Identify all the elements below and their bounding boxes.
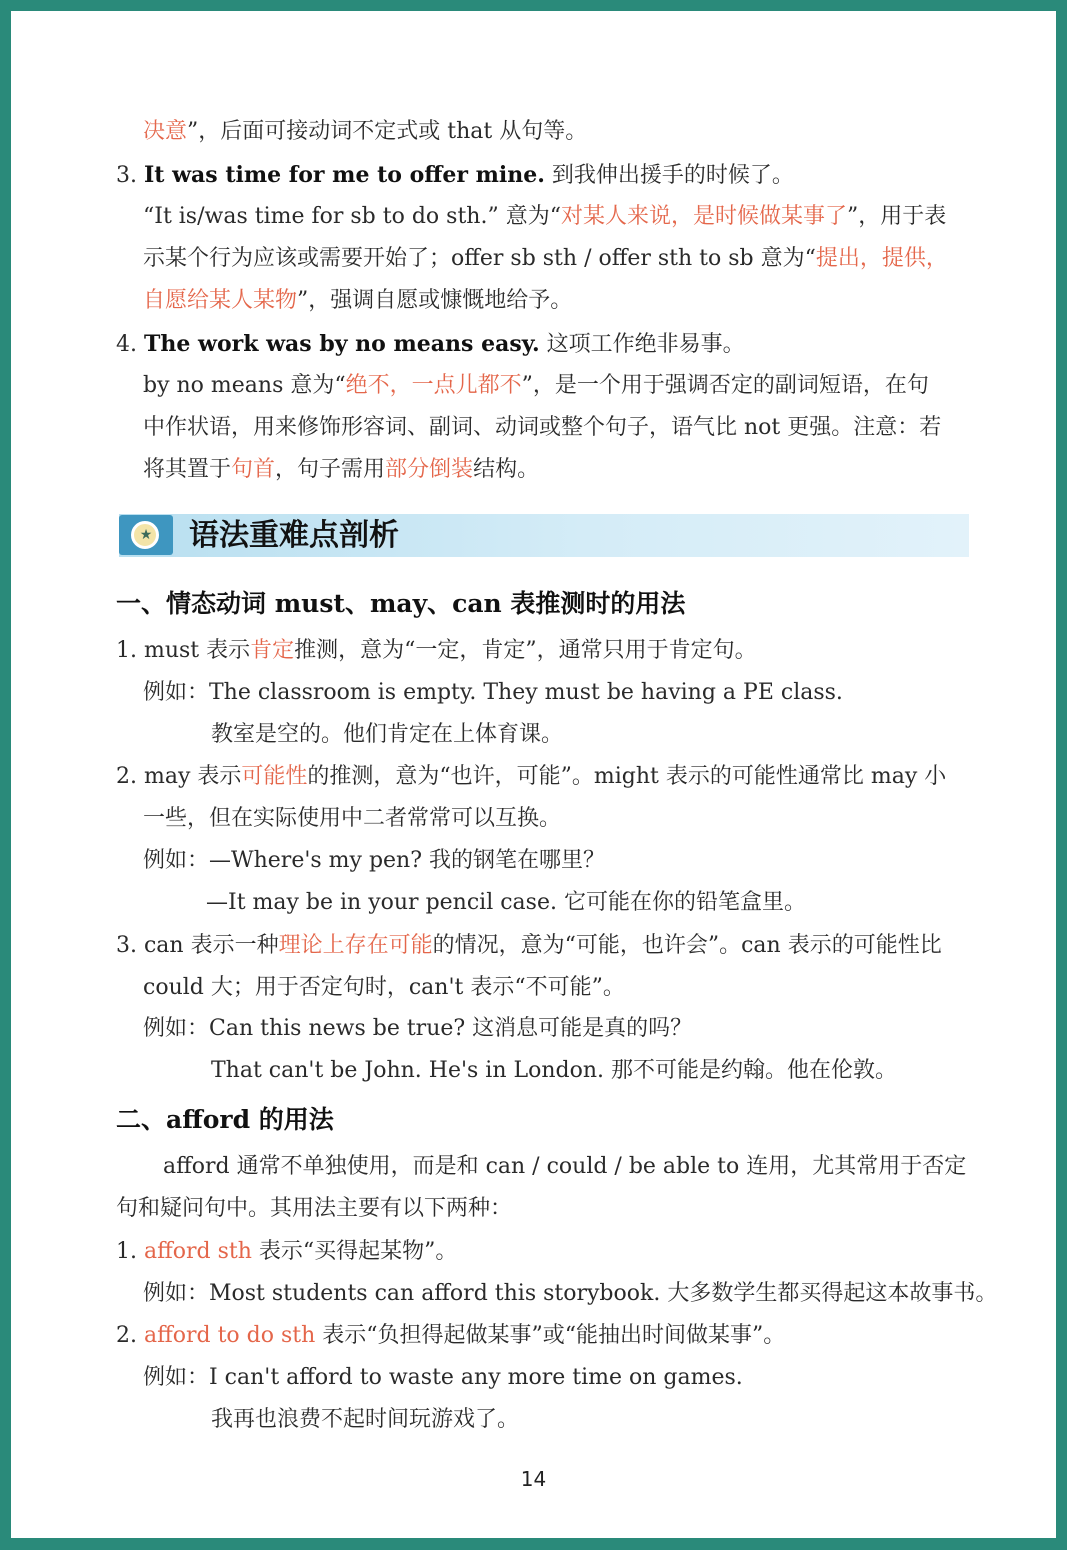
text: 的情况，意为“可能，也许会”。can 表示的可能性比 <box>432 933 942 958</box>
text: That can't be John. He's in London. 那不可能是约翰。他在伦敦。 <box>211 1058 898 1083</box>
text: 我再也浪费不起时间玩游戏了。 <box>211 1407 520 1432</box>
text: 表示“买得起某物”。 <box>251 1239 458 1264</box>
subheading-modal-verbs <box>116 588 685 620</box>
text-line <box>116 1237 457 1267</box>
text-line <box>143 804 561 834</box>
example-line <box>143 678 843 708</box>
text: 句和疑问句中。其用法主要有以下两种： <box>116 1196 513 1221</box>
text: ，句子需用 <box>275 457 386 482</box>
text: 中作状语，用来修饰形容词、副词、动词或整个句子，语气比 not 更强。注意：若 <box>143 415 942 440</box>
text: ”，用于表 <box>846 204 947 229</box>
text: could 大；用于否定句时，can't 表示“不可能”。 <box>143 975 625 1000</box>
text: 结构。 <box>473 457 540 482</box>
page-number: 14 <box>520 1467 547 1491</box>
text: 将其置于 <box>143 457 232 482</box>
star-glyph: ★ <box>139 527 153 543</box>
text-line <box>116 1194 512 1224</box>
example-line <box>211 1056 897 1086</box>
text: 一些，但在实际使用中二者常常可以互换。 <box>143 806 562 831</box>
text-line <box>143 973 625 1003</box>
text-line <box>116 636 757 666</box>
highlight: 理论上存在可能 <box>278 933 433 958</box>
text: 的推测，意为“也许，可能”。might 表示的可能性通常比 may 小 <box>307 764 947 789</box>
example-line <box>143 1363 743 1393</box>
highlight: 肯定 <box>250 638 295 663</box>
highlight: 提出，提供， <box>815 246 948 271</box>
text: 例如：I can't afford to waste any more time on games. <box>143 1365 743 1390</box>
text: 例如：The classroom is empty. They must be having a PE class. <box>143 680 843 705</box>
text-line <box>116 762 946 792</box>
text-line <box>116 931 942 961</box>
text: 例如：—Where's my pen? 我的钢笔在哪里？ <box>143 848 606 873</box>
text: 一、情态动词 must、may、can 表推测时的用法 <box>116 589 686 618</box>
highlight: afford sth <box>143 1239 252 1264</box>
text-line <box>143 286 572 316</box>
text: afford 通常不单独使用，而是和 can / could / be able to 连用，尤其常用于否定 <box>163 1154 967 1179</box>
text-line <box>116 1321 785 1351</box>
example-translation <box>211 720 563 750</box>
highlight: 句首 <box>231 457 276 482</box>
subheading-afford <box>116 1104 334 1136</box>
highlight: 决意 <box>143 119 188 144</box>
example-line <box>143 1279 997 1309</box>
text-line <box>143 202 946 232</box>
example-line <box>143 1014 692 1044</box>
text: ”，是一个用于强调否定的副词短语，在句 <box>521 373 929 398</box>
example-line <box>143 846 605 876</box>
text: 推测，意为“一定，肯定”，通常只用于肯定句。 <box>294 638 757 663</box>
text: 表示“负担得起做某事”或“能抽出时间做某事”。 <box>315 1323 786 1348</box>
example-translation <box>211 1405 519 1435</box>
text: 二、afford 的用法 <box>116 1105 334 1134</box>
text: 2. may 表示 <box>116 764 242 789</box>
text: “It is/was time for sb to do sth.” 意为“ <box>143 204 561 229</box>
text-line <box>143 117 587 147</box>
text-line <box>143 244 948 274</box>
text-line <box>143 413 941 443</box>
item-number: 1. <box>116 1239 144 1264</box>
page <box>11 11 1056 1538</box>
highlight: 自愿给某人某物 <box>143 288 298 313</box>
text: 教室是空的。他们肯定在上体育课。 <box>211 722 564 747</box>
text: 3. can 表示一种 <box>116 933 279 958</box>
text: ”，强调自愿或慷慨地给予。 <box>297 288 573 313</box>
translation: 这项工作绝非易事。 <box>539 332 745 357</box>
highlight: 绝不，一点儿都不 <box>345 373 522 398</box>
text: by no means 意为“ <box>143 373 346 398</box>
highlight: 部分倒装 <box>385 457 474 482</box>
item-number: 4. <box>116 332 144 357</box>
example-sentence: It was time for me to offer mine. <box>143 162 545 188</box>
text: —It may be in your pencil case. 它可能在你的铅笔盒里。 <box>206 890 806 915</box>
highlight: afford to do sth <box>143 1323 316 1348</box>
text: 例如：Most students can afford this storybook. 大多数学生都买得起这本故事书。 <box>143 1281 998 1306</box>
text-line <box>163 1152 966 1182</box>
star-badge-icon <box>119 515 173 555</box>
text-line <box>143 371 929 401</box>
text-line <box>143 455 539 485</box>
item-number: 2. <box>116 1323 144 1348</box>
item-3-heading <box>116 160 794 191</box>
text: 例如：Can this news be true? 这消息可能是真的吗？ <box>143 1016 693 1041</box>
highlight: 可能性 <box>241 764 308 789</box>
section-title: 语法重难点剖析 <box>189 518 399 553</box>
example-line <box>206 888 806 918</box>
text: 1. must 表示 <box>116 638 251 663</box>
item-number: 3. <box>116 163 144 188</box>
item-4-heading <box>116 329 745 360</box>
text: ”，后面可接动词不定式或 that 从句等。 <box>187 119 588 144</box>
highlight: 对某人来说，是时候做某事了 <box>560 204 847 229</box>
translation: 到我伸出援手的时候了。 <box>544 163 794 188</box>
example-sentence: The work was by no means easy. <box>143 331 540 357</box>
text: 示某个行为应该或需要开始了；offer sb sth / offer sth to sb 意为“ <box>143 246 816 271</box>
